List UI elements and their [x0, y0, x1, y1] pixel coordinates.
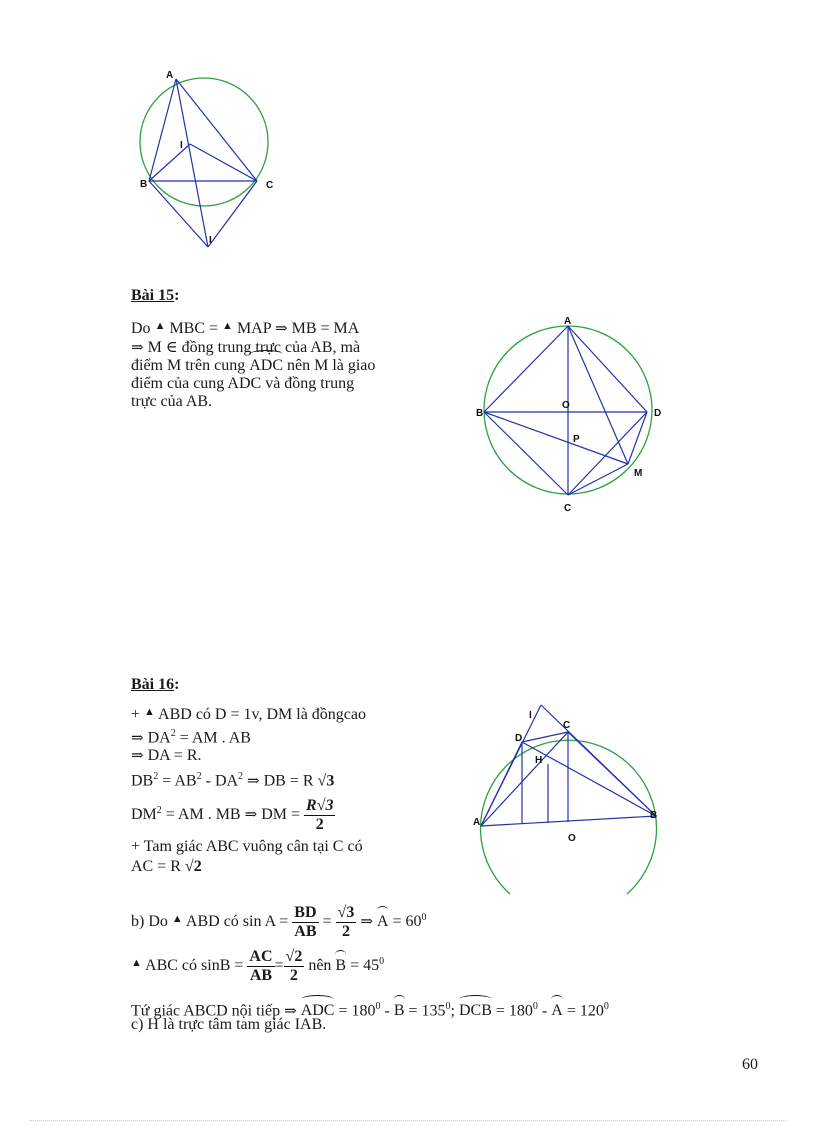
label-o: O	[568, 833, 576, 844]
segment-dc	[568, 412, 647, 495]
superscript: 2	[170, 728, 176, 739]
bai16-line-2	[131, 725, 431, 747]
angle-a: A	[376, 913, 389, 931]
text: đồng trung trực của AB, mà	[181, 339, 361, 356]
text: = AM . MB	[165, 805, 241, 823]
fraction-ac-over-ab	[247, 948, 274, 985]
page-number: 60	[742, 1056, 758, 1073]
text: -	[384, 1002, 390, 1020]
superscript: 2	[153, 771, 159, 783]
text: ;	[450, 1002, 455, 1020]
triangle-symbol: ▲	[171, 913, 183, 926]
text: nên M là giao	[286, 357, 376, 374]
arc-adc: ADC	[249, 357, 283, 374]
label-h: H	[535, 755, 543, 766]
text: nên	[308, 957, 332, 975]
segment-ad	[568, 326, 647, 412]
segment-i1-c	[190, 144, 257, 181]
label-i-lower: I	[209, 235, 212, 246]
text: = 180	[338, 1002, 376, 1020]
denominator: AB	[249, 967, 273, 984]
sqrt-3: √3	[317, 772, 335, 790]
degree: 0	[379, 955, 385, 967]
numerator: AC	[249, 948, 273, 965]
segment-bi	[541, 705, 656, 816]
text: DB	[131, 772, 154, 790]
label-a: A	[166, 70, 174, 81]
bai16-line-5	[131, 797, 431, 834]
bai15-heading	[131, 287, 179, 305]
segment-ci	[208, 181, 257, 247]
text: điểm M trên cung	[131, 357, 246, 374]
text: Tứ giác ABCD nội tiếp	[131, 1002, 281, 1020]
segment-ac	[481, 732, 568, 826]
bai15-line-4: điểm của cung ADC và đồng trung	[131, 375, 355, 392]
degree: 0	[445, 1001, 451, 1012]
triangle-symbol: ▲	[131, 957, 142, 970]
denominator: AB	[294, 923, 317, 940]
fraction-sqrt3-over-2	[336, 904, 357, 941]
angle-b: B	[335, 957, 347, 975]
text: Do	[131, 320, 151, 337]
text: +	[131, 706, 141, 723]
implies-symbol: ⇒	[275, 321, 288, 337]
superscript: 2	[156, 804, 162, 816]
segment-bi	[149, 181, 208, 247]
figure-top	[120, 60, 300, 260]
segment-bm	[484, 412, 628, 464]
bai16-b-line	[131, 904, 427, 941]
degree: 0	[421, 911, 427, 923]
triangle-symbol: ▲	[154, 320, 166, 332]
segment-b-i1	[149, 144, 190, 181]
implies-symbol: ⇒	[131, 748, 144, 765]
text: = 45	[350, 957, 380, 975]
bai16-c-line: c) H là trực tâm tam giác IAB.	[131, 1016, 327, 1033]
element-of-symbol: ∈	[165, 339, 178, 356]
segment-bd	[522, 742, 656, 816]
bai16-text	[131, 706, 431, 876]
implies-symbol: ⇒	[244, 806, 258, 823]
text: = AM . AB	[179, 729, 251, 747]
text: = 135	[408, 1002, 446, 1020]
text: AC = R	[131, 857, 181, 875]
figure-bai15	[470, 312, 680, 517]
fraction-sqrt2-over-2	[284, 948, 305, 985]
bai16-line-1	[131, 706, 431, 725]
angle-b: B	[393, 1002, 405, 1020]
text: = AB	[162, 772, 197, 790]
text: M	[147, 339, 162, 356]
implies-symbol: ⇒	[360, 914, 373, 931]
implies-symbol: ⇒	[131, 730, 144, 747]
numerator: √2	[285, 948, 303, 965]
label-d: D	[654, 408, 662, 419]
bai16-line-3	[131, 747, 431, 765]
superscript: 2	[238, 771, 244, 783]
figure-bai16	[470, 696, 680, 901]
text: MB = MA	[291, 320, 360, 337]
text: = 120	[566, 1002, 604, 1020]
label-m: M	[634, 468, 643, 479]
text: ABD có D = 1v, DM là đồngcao	[158, 706, 366, 723]
numerator: R√3	[306, 796, 334, 814]
bai16-colon: :	[174, 676, 180, 693]
angle-adc: ADC	[300, 1002, 335, 1020]
implies-symbol: ⇒	[131, 340, 144, 356]
label-i: I	[529, 710, 532, 721]
label-c: C	[563, 720, 571, 731]
bai16-title: Bài 16	[131, 676, 175, 693]
bai15-title: Bài 15	[131, 287, 175, 304]
bai16-line-4	[131, 768, 431, 790]
label-b: B	[476, 408, 484, 419]
text: = 60	[392, 913, 422, 931]
text: DB = R	[263, 772, 314, 790]
fraction-bd-over-ab	[292, 904, 318, 941]
bai15-line-1	[131, 320, 421, 339]
label-o: O	[562, 400, 570, 411]
text: DA = R.	[147, 747, 202, 765]
triangle-symbol: ▲	[222, 320, 233, 332]
label-a: A	[564, 316, 572, 327]
text: =	[274, 957, 284, 975]
segment-ai	[481, 705, 541, 826]
segment-ai	[176, 79, 208, 247]
segment-cm	[568, 464, 628, 495]
text: DA	[147, 729, 171, 747]
implies-symbol: ⇒	[247, 773, 260, 790]
text: =	[322, 913, 332, 931]
text: MBC =	[169, 320, 219, 337]
numerator: √3	[337, 904, 355, 921]
text: b) Do	[131, 913, 168, 931]
label-c: C	[266, 180, 274, 191]
segment-ab	[149, 79, 176, 181]
text: DM	[131, 805, 157, 823]
denominator: 2	[341, 923, 350, 940]
label-c: C	[564, 503, 572, 514]
text: ABD có sin A =	[185, 913, 289, 931]
bai16-abc-line	[131, 948, 384, 985]
label-i-upper: I	[180, 140, 183, 151]
bai16-line-7	[131, 858, 431, 876]
segment-ab	[484, 326, 568, 412]
degree: 0	[375, 1001, 381, 1012]
angle-dcb: DCB	[458, 1002, 492, 1020]
label-b: B	[650, 810, 658, 821]
label-a: A	[473, 817, 481, 828]
text: -	[541, 1002, 548, 1020]
label-p: P	[573, 434, 580, 445]
text: DM =	[261, 805, 300, 823]
sqrt-2: √2	[184, 857, 202, 875]
text: MAP	[236, 320, 272, 337]
triangle-symbol: ▲	[144, 706, 155, 718]
bai16-heading	[131, 676, 179, 694]
denominator: 2	[315, 815, 324, 833]
text: = 180	[495, 1002, 533, 1020]
implies-symbol: ⇒	[284, 1003, 297, 1020]
fraction-r-sqrt3-over-2	[304, 797, 335, 834]
denominator: 2	[289, 967, 298, 984]
degree: 0	[603, 1001, 609, 1012]
bai15-line-5: trực của AB.	[131, 393, 213, 410]
segment-ac	[176, 79, 257, 181]
superscript: 2	[196, 771, 202, 783]
label-d: D	[515, 733, 523, 744]
numerator: BD	[294, 904, 317, 921]
footer-divider	[30, 1120, 786, 1121]
bai15-colon: :	[174, 287, 180, 304]
degree: 0	[532, 1001, 538, 1012]
bai15-line-3	[131, 357, 421, 375]
bai15-text	[131, 320, 421, 411]
text: - DA	[205, 772, 239, 790]
label-b: B	[140, 179, 148, 190]
bai16-line-6: + Tam giác ABC vuông cân tại C có	[131, 837, 363, 855]
text: ABC có sinB =	[145, 957, 244, 975]
angle-a: A	[551, 1002, 563, 1020]
